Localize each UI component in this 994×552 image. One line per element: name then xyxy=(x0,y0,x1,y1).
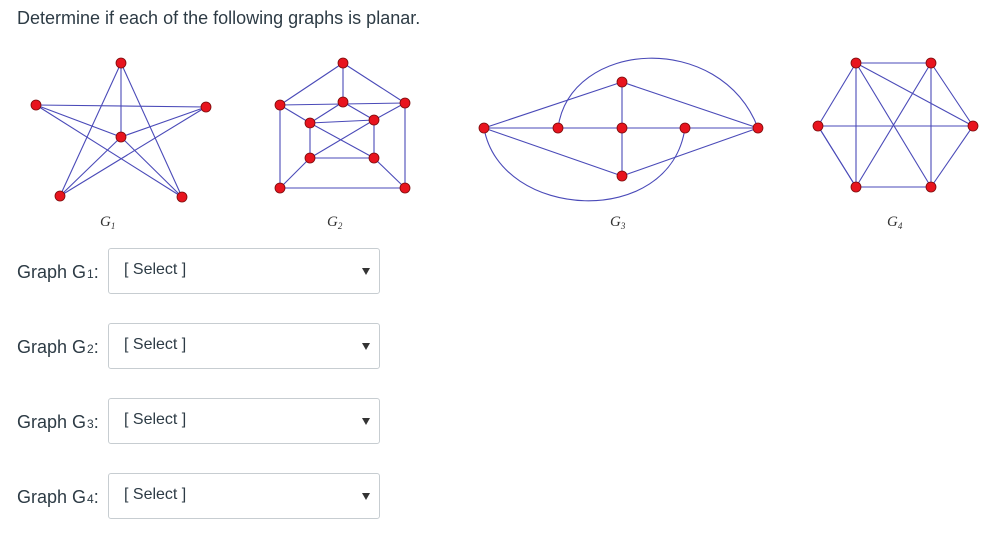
g2-vertex xyxy=(338,58,348,68)
g2-vertex xyxy=(400,183,410,193)
g2-edge xyxy=(280,158,310,188)
dropdown-arrow-icon xyxy=(362,343,370,350)
g4-edge xyxy=(931,126,973,187)
select-g1-value: [ Select ] xyxy=(124,261,187,278)
select-g4[interactable] xyxy=(108,473,380,519)
question-row-g1 xyxy=(17,248,187,296)
select-g2-value: [ Select ] xyxy=(124,336,187,353)
graph-g4 xyxy=(813,58,978,192)
g2-vertex xyxy=(338,97,348,107)
g1-edge xyxy=(60,63,121,196)
select-g2[interactable] xyxy=(108,323,380,369)
g1-edge xyxy=(121,137,182,197)
g4-vertex xyxy=(926,58,936,68)
g4-vertex xyxy=(851,182,861,192)
select-g3-value: [ Select ] xyxy=(124,411,187,428)
g2-vertex xyxy=(305,118,315,128)
g1-edge xyxy=(121,63,182,197)
g1-vertex xyxy=(201,102,211,112)
g3-vertex xyxy=(617,171,627,181)
graph-label-g4: $G_4$ xyxy=(887,214,903,231)
dropdown-arrow-icon xyxy=(362,418,370,425)
g4-vertex xyxy=(926,182,936,192)
g1-vertex xyxy=(116,132,126,142)
question-row-g3 xyxy=(17,398,187,446)
g2-edge xyxy=(280,63,343,105)
g4-vertex xyxy=(851,58,861,68)
select-g1[interactable] xyxy=(108,248,380,294)
g3-vertex xyxy=(680,123,690,133)
g3-edge xyxy=(622,82,758,128)
question-label-g4: Graph G 4 : xyxy=(17,486,99,507)
graph-g2 xyxy=(275,58,410,193)
select-g4-value: [ Select ] xyxy=(124,486,187,503)
graph-label-g1: $G_1$ xyxy=(100,214,116,231)
select-g3[interactable] xyxy=(108,398,380,444)
g4-vertex xyxy=(968,121,978,131)
g1-vertex xyxy=(55,191,65,201)
graph-g3 xyxy=(479,58,763,201)
graph-label-g2: $G_2$ xyxy=(327,214,343,231)
g1-edge xyxy=(60,107,206,196)
g2-vertex xyxy=(400,98,410,108)
g1-vertex xyxy=(31,100,41,110)
dropdown-arrow-icon xyxy=(362,268,370,275)
g3-vertex xyxy=(553,123,563,133)
g3-vertex xyxy=(617,77,627,87)
dropdown-arrow-icon xyxy=(362,493,370,500)
graph-g1 xyxy=(31,58,211,202)
g2-edge xyxy=(374,158,405,188)
g1-vertex xyxy=(116,58,126,68)
g3-edge xyxy=(622,128,758,176)
question-label-g2: Graph G 2 : xyxy=(17,336,99,357)
g2-vertex xyxy=(305,153,315,163)
g2-vertex xyxy=(275,100,285,110)
g1-vertex xyxy=(177,192,187,202)
g2-vertex xyxy=(275,183,285,193)
g2-vertex xyxy=(369,115,379,125)
question-row-g4 xyxy=(17,473,187,521)
g1-edge xyxy=(36,105,182,197)
g3-vertex xyxy=(617,123,627,133)
g3-vertex xyxy=(479,123,489,133)
g2-edge xyxy=(310,102,343,123)
g3-vertex xyxy=(753,123,763,133)
question-prompt: Determine if each of the following graphs is planar. xyxy=(17,8,421,28)
question-label-g3: Graph G 3 : xyxy=(17,411,99,432)
g3-edge xyxy=(484,82,622,128)
g2-edge xyxy=(343,63,405,103)
g4-vertex xyxy=(813,121,823,131)
graph-label-g3: $G_3$ xyxy=(610,214,626,231)
question-row-g2 xyxy=(17,323,187,371)
question-label-g1: Graph G 1 : xyxy=(17,261,99,282)
g4-edge xyxy=(931,63,973,126)
g4-edge xyxy=(818,63,856,126)
g4-edge xyxy=(818,126,856,187)
graphs-figure xyxy=(0,0,994,240)
g2-edge xyxy=(310,120,374,123)
g1-edge xyxy=(60,137,121,196)
g2-vertex xyxy=(369,153,379,163)
g4-edge xyxy=(856,63,973,126)
